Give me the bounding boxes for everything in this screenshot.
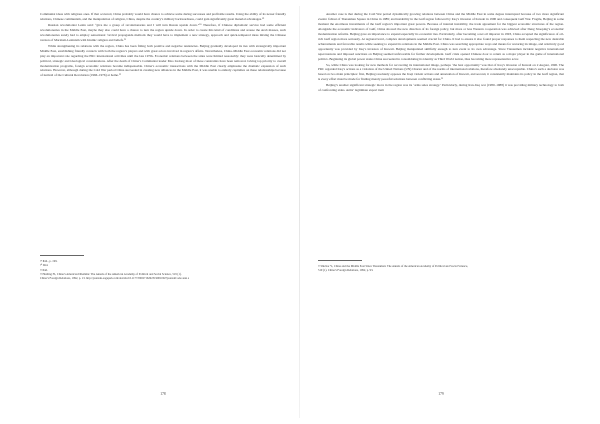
body-paragraph: While strengthening its relations with the region, China has been fitting both positive and negative tendencies. Beijing gradually developed its ties with strategically important Middle East, establishing friendly contacts with both the region’s players and with great actors involved in region’s affairs. Nevertheless, China–Middle East economic relations did not play an important role regarding the PRC international activities until the late 1970s. Economic relations between the sides were limited reasonably: they were basically determined by political, strategic and ideological considerations. After the death of China’s Communist leader Mao Zedong most of these constraints have been removed. Giving top priority to overall modernization programs, foreign economic relations became indispensable. China’s economic transactions with the Middle East clearly emphasize the dramatic expansion of such relations. However, although during the Cold War period China succeeded in creating new alliances in the Middle East, it was unable to entirely capitalize on these relationships because of turmoil of the Cultural Revolution (1966–1976) at home.²² <box>40 43 286 78</box>
left-page-number: 178 <box>160 392 166 396</box>
body-paragraph: So, while China was looking for new methods for recovering its international image, perhaps ‘the best opportunity’ was that of Iraq’s invasion of Kuwait on 2 August, 1990. The PRC regarded Iraq’s actions as a violation of the United Nations (UN) Charter and of the norms of international relations, therefore absolutely unacceptable. China’s such a decision was based on two main principles: first, Beijing resolutely opposes the Iraqi violent actions and annexation of Kuwait, and second, it consistently maintains its policy in the Gulf region, that is every effort must be made for finding merely peaceful solutions between conflicting states.²³ <box>318 62 564 82</box>
body-paragraph: Communist ideas with religious ones. If that occurred, China probably would have chance to achieve some daring successes and profitable results. Using the ability of its newer friendly relations, Chinese communism, and the manipulation of religion, China, despite the country’s military backwardness, could gain significantly great material advantages.¹⁹ <box>40 12 286 21</box>
body-paragraph: Russian revolutionist Lenin said: “give me a group of revolutionaries and I will turn Russia upside down.”²⁰ Therefore, if Chinese diplomatic service had some efficient revolutionaries in the Middle East, maybe they also could have a chance to turn the region upside down. In order to create this kind of conditions and arouse the Arab masses, such revolutionaries surely had to employ sensational ‘revival propaganda methods they would have to implement a new strategy, approach and quick-tempered ideas mixing the Chinese version of Marxism-Leninism with Islamic religion and beliefs.²¹ <box>40 22 286 42</box>
right-footnote-list <box>318 264 468 273</box>
footnote: ²⁰ Ibid. <box>40 263 49 268</box>
footnote: ²³ Shichor Y., China and the Middle East Since Tiananmen: The Annals of the American Academy of Political and Social Science, 519 (1). China’s Foreign Relations, 1992, p. 93. <box>318 264 468 273</box>
left-footnotes <box>40 255 190 280</box>
right-page <box>318 12 564 412</box>
body-paragraph: Another case is that during the Cold War period dynamically growing relations between China and the Middle East in some degree interrupted because of two more significant events: fallout of Tiananmen Square in China in 1989; and instability in the Gulf region followed by Iraq’s invasion of Kuwait in 1990 and consequent Gulf War. Fragile, Beijing in some moment the enormous investments of the Gulf region’s important great powers. Because of internal instability, the trade agreement for the biggest economic structures of the region. Alongside the economic indicators of Gulf, China showed the new direction of its foreign policy, but more or less Western cooperation was achieved after Deng Xiaoping’s economic modernization reforms. Beijing gave an importance to expand especially its economic ties. Particularly, after becoming a net oil importer in 1993, China accepted the significance of oil-rich Gulf region more seriously. At regional level, complex developments seemed crucial for China. It had to ensure it also found proper responses to them respecting the new desirable achievements and favorable results while seeking to expand its relations in the Middle East. China was searching appropriate ways and means for restoring its image, and relatively good opportunity was provided by Iraq’s invasion of Kuwait. Beijing manipulated skillfully enough to turn event to its own advantage. Since Tiananmen incident negative international repercussions and imposed sanctions on Beijing seemed unfavorable for further development. Gulf crisis opened Chinese door to return as a major player in the game of international politics. Beginning its global power status China succeeded in consolidating its identity as Third World nation, thus becoming more representative actor. <box>318 12 564 61</box>
footnote: ²² Harding H., China’s American Dilemma: The Annals of the American Academy of Political and Social Science, 519 (1). China’s Foreign Relations, 1992, p. 13. http://journals.sagepub.com/doi/abs/10.1177/0002716292519001002?journalCode=ann a <box>40 271 190 281</box>
page-gutter <box>299 6 300 418</box>
footnote-rule <box>318 260 362 261</box>
right-page-body <box>318 12 564 93</box>
left-page-body <box>40 12 286 78</box>
footnote: ¹⁹ Ibid., p. 199. <box>40 259 58 263</box>
right-footnotes <box>318 260 468 273</box>
footnote: ²¹ Ibid. <box>40 267 48 272</box>
left-footnote-list <box>40 259 190 280</box>
footnote-rule <box>40 255 84 256</box>
right-page-number: 179 <box>438 392 444 396</box>
left-page <box>40 12 286 412</box>
body-paragraph: Beijing’s another significant strategic move in the region was its ‘arms sales strategy.’ Particularly, during Iran-Iraq war (1980–1988) it was providing military technology to both of confronting sides. Arms’ legitimate export item <box>318 83 564 93</box>
